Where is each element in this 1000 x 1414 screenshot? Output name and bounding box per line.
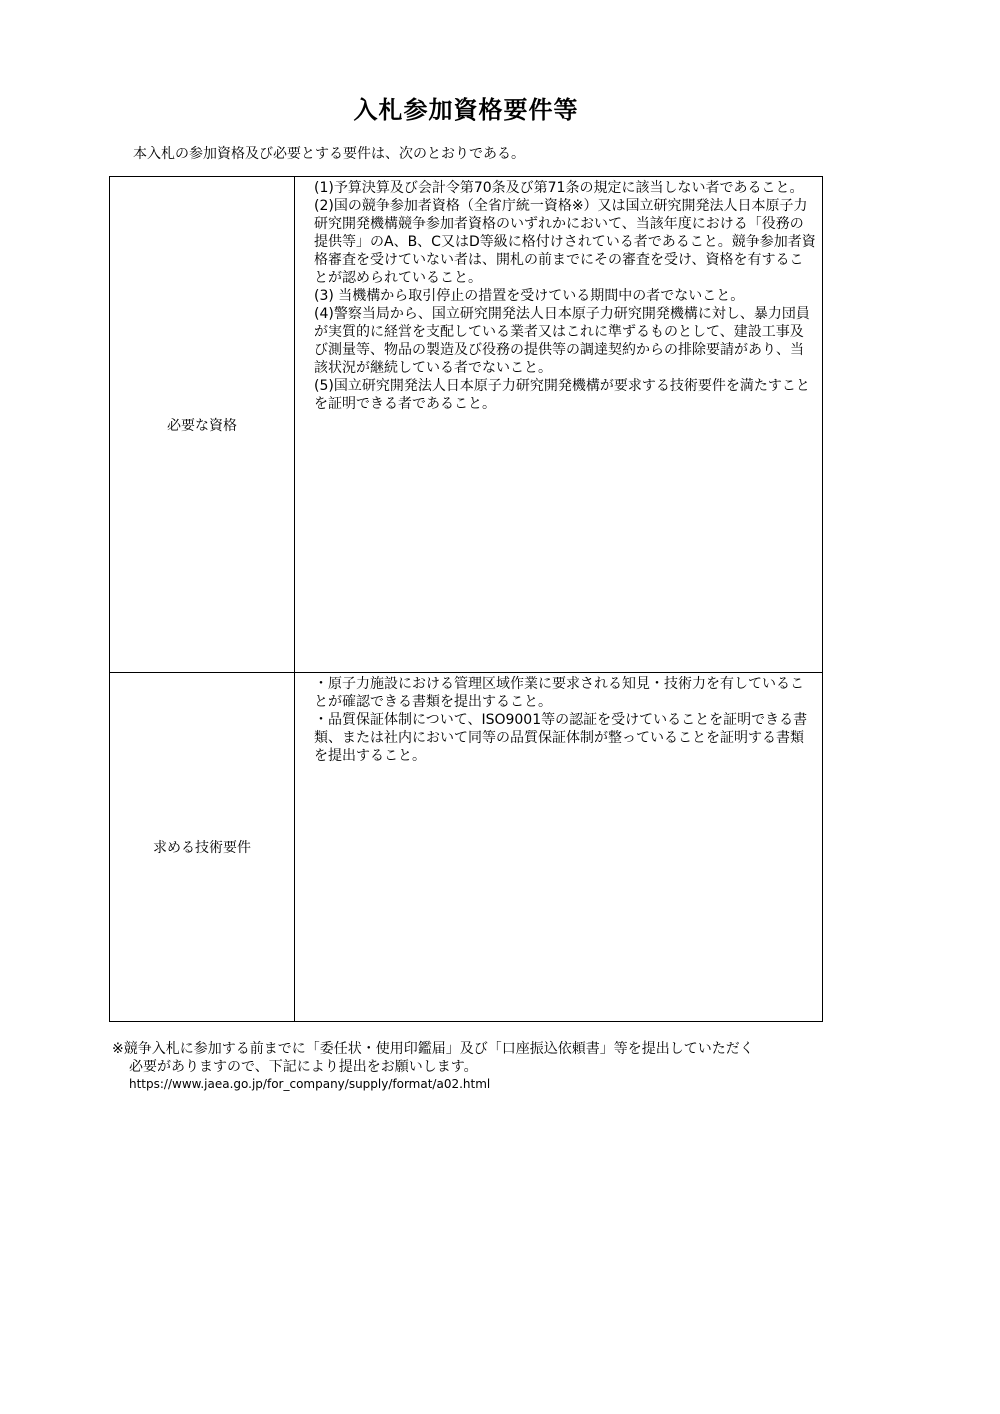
technical-item-2: ・品質保証体制について、ISO9001等の認証を受けていることを証明できる書類、または社内において同等の品質保証体制が整っていることを証明する書類を提出すること。 — [314, 712, 808, 764]
technical-label: 求める技術要件 — [110, 673, 295, 1022]
page-title: 入札参加資格要件等 — [353, 96, 579, 124]
table-row-technical — [110, 673, 823, 1022]
footnote-line-1: ※競争入札に参加する前までに「委任状・使用印鑑届」及び「口座振込依頼書」等を提出していただく — [112, 1041, 754, 1057]
qualification-item-1: (1)予算決算及び会計令第70条及び第71条の規定に該当しない者であること。 — [314, 180, 804, 196]
qualification-item-2: (2)国の競争参加者資格（全省庁統一資格※）又は国立研究開発法人日本原子力研究開発機構競争参加者資格のいずれかにおいて、当該年度における「役務の提供等」のA、B、C又はD等級に格付けされている者であること。競争参加者資格審査を受けていない者は、開札の前までにその審査を受け、資格を有することが認められていること。 — [314, 198, 816, 286]
technical-content — [295, 673, 823, 1022]
footnote-line-2: 必要がありますので、下記により提出をお願いします。 — [129, 1059, 478, 1075]
qualifications-content — [295, 177, 823, 673]
footnote — [112, 1040, 754, 1093]
intro-text: 本入札の参加資格及び必要とする要件は、次のとおりである。 — [133, 146, 525, 162]
footnote-url[interactable]: https://www.jaea.go.jp/for_company/supply/format/a02.html — [129, 1077, 491, 1091]
qualification-item-3: (3) 当機構から取引停止の措置を受けている期間中の者でないこと。 — [314, 288, 745, 304]
qualifications-label: 必要な資格 — [110, 177, 295, 673]
requirements-table — [109, 176, 823, 1022]
technical-item-1: ・原子力施設における管理区域作業に要求される知見・技術力を有していることが確認できる書類を提出すること。 — [314, 676, 804, 710]
table-row-qualifications — [110, 177, 823, 673]
qualification-item-4: (4)警察当局から、国立研究開発法人日本原子力研究開発機構に対し、暴力団員が実質的に経営を支配している業者又はこれに準ずるものとして、建設工事及び測量等、物品の製造及び役務の提供等の調達契約からの排除要請があり、当該状況が継続している者でないこと。 — [314, 306, 810, 376]
qualification-item-5: (5)国立研究開発法人日本原子力研究開発機構が要求する技術要件を満たすことを証明できる者であること。 — [314, 378, 810, 412]
